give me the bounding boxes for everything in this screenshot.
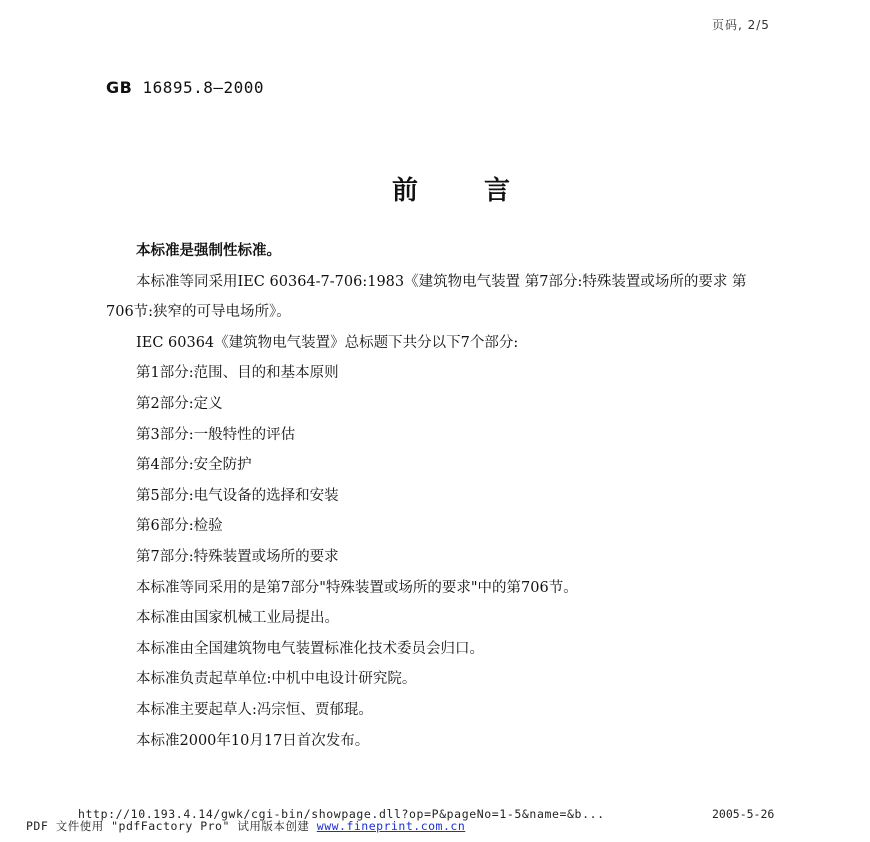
page-number: 页码, 2/5: [712, 18, 770, 32]
list-item: 第3部分:一般特性的评估: [136, 426, 296, 443]
paragraph-drafters: 本标准主要起草人:冯宗恒、贾郁琨。: [136, 701, 373, 718]
paragraph-section-706: 本标准等同采用的是第7部分"特殊装置或场所的要求"中的第706节。: [136, 579, 578, 596]
foreword-body: [106, 236, 796, 756]
paragraph-release-date: 本标准2000年10月17日首次发布。: [136, 732, 370, 749]
paragraph-mandatory: 本标准是强制性标准。: [136, 242, 281, 259]
paragraph-adoption-cont: 706节:狭窄的可导电场所》。: [106, 304, 291, 321]
paragraph-managed-by: 本标准由全国建筑物电气装置标准化技术委员会归口。: [136, 640, 484, 657]
pdf-creator-text: PDF 文件使用 "pdfFactory Pro" 试用版本创建: [26, 819, 310, 833]
footer-pdf-note: [26, 818, 465, 834]
fineprint-link[interactable]: www.fineprint.com.cn: [316, 819, 466, 833]
standard-prefix: GB: [106, 78, 133, 97]
list-item: 第6部分:检验: [136, 518, 223, 535]
standard-id: [106, 78, 264, 97]
standard-number: 16895.8—2000: [142, 78, 265, 97]
footer-date: 2005-5-26: [712, 807, 775, 821]
paragraph-iec-parts: IEC 60364《建筑物电气装置》总标题下共分以下7个部分:: [136, 334, 519, 351]
list-item: 第7部分:特殊装置或场所的要求: [136, 548, 339, 565]
paragraph-adoption: 本标准等同采用IEC 60364-7-706:1983《建筑物电气装置 第7部分:特殊装置或场所的要求 第: [136, 273, 747, 290]
list-item: 第5部分:电气设备的选择和安装: [136, 487, 339, 504]
list-item: 第2部分:定义: [136, 395, 223, 412]
list-item: 第4部分:安全防护: [136, 457, 252, 474]
footer-url: http://10.193.4.14/gwk/cgi-bin/showpage.dll?op=P&pageNo=1-5&name=&b...: [78, 807, 605, 821]
page-title: 前言: [392, 176, 577, 206]
paragraph-proposed-by: 本标准由国家机械工业局提出。: [136, 610, 339, 627]
list-item: 第1部分:范围、目的和基本原则: [136, 365, 339, 382]
paragraph-drafting-unit: 本标准负责起草单位:中机中电设计研究院。: [136, 671, 417, 688]
